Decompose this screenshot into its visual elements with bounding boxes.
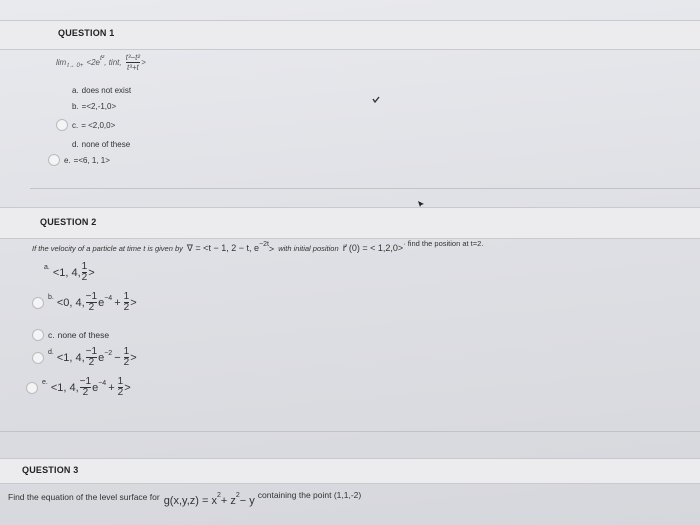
denominator: 2 <box>88 357 95 368</box>
divider <box>0 431 700 432</box>
denominator-2: 2 <box>117 387 124 398</box>
option-fraction <box>82 262 88 283</box>
option-operator: + <box>114 296 121 309</box>
option-fraction <box>86 292 97 313</box>
vector-end: > <box>141 58 146 67</box>
fraction-denominator: t³+t <box>126 63 139 72</box>
question-3-header <box>0 458 700 484</box>
q2-option-b[interactable] <box>32 292 137 313</box>
option-operator: − <box>114 351 121 364</box>
q1-option-a[interactable] <box>56 84 131 96</box>
option-letter: b. <box>72 101 79 111</box>
q2-option-a[interactable] <box>44 262 95 283</box>
option-fraction-2 <box>124 292 130 313</box>
velocity-exponent: −2t <box>258 241 269 248</box>
option-text: =<6, 1, 1> <box>73 155 110 165</box>
denominator: 2 <box>88 302 95 313</box>
question-2-title: QUESTION 2 <box>40 217 97 227</box>
lim-label: lim <box>56 58 67 67</box>
option-letter: c. <box>72 120 79 130</box>
numerator: −1 <box>85 346 98 357</box>
velocity-end: > <box>268 243 275 254</box>
denominator-2: 2 <box>123 302 130 313</box>
fraction-numerator: t³−t² <box>125 53 141 62</box>
radio-button[interactable] <box>32 297 44 309</box>
option-letter: a. <box>44 264 50 271</box>
option-suffix: > <box>88 266 95 279</box>
q2-option-c[interactable] <box>32 329 109 341</box>
function-g: g(x,y,z) = x <box>163 495 217 507</box>
exponent-z: 2 <box>235 491 240 499</box>
question-1-title: QUESTION 1 <box>58 28 115 38</box>
option-prefix: <1, 4, <box>50 381 79 394</box>
q1-option-e[interactable] <box>48 154 110 166</box>
radio-button[interactable] <box>32 352 44 364</box>
option-exponent: −4 <box>98 380 107 387</box>
option-exponent: −4 <box>104 295 113 302</box>
option-letter: a. <box>72 85 79 95</box>
q1-option-c[interactable] <box>56 119 115 131</box>
option-exponent: −2 <box>104 350 113 357</box>
option-e: e <box>98 296 105 309</box>
lim-subscript: t→ 0+ <box>67 62 84 69</box>
option-fraction <box>80 377 91 398</box>
option-text: = <2,0,0> <box>81 120 116 130</box>
question-2-header <box>0 207 700 239</box>
option-prefix: <1, 4, <box>52 266 81 279</box>
numerator-2: 1 <box>123 346 130 357</box>
exponent-x: 2 <box>216 491 221 499</box>
option-fraction <box>86 347 97 368</box>
option-suffix: > <box>130 351 137 364</box>
question-1-prompt <box>56 53 146 72</box>
option-letter: d. <box>48 349 54 356</box>
radio-button[interactable] <box>56 119 68 131</box>
option-text: none of these <box>57 330 110 340</box>
q1-option-b[interactable] <box>56 100 116 112</box>
function-g-part3: − y <box>239 495 255 507</box>
option-text: does not exist <box>81 85 132 95</box>
option-e: e <box>98 351 105 364</box>
q2-option-e[interactable] <box>26 377 131 398</box>
prompt-text-a: If the velocity of a particle at time t is given by <box>32 244 183 253</box>
option-fraction-2 <box>124 347 130 368</box>
numerator: −1 <box>79 376 92 387</box>
prompt-text-a: Find the equation of the level surface for <box>8 492 160 502</box>
radio-button[interactable] <box>32 329 44 341</box>
option-operator: + <box>108 381 115 394</box>
mouse-cursor-icon <box>417 200 425 208</box>
vector-start: <2e <box>86 58 100 67</box>
denominator: 2 <box>81 272 88 283</box>
vector-mid: , tint, <box>104 58 122 67</box>
option-text: =<2,-1,0> <box>81 101 117 111</box>
option-letter: e. <box>64 155 71 165</box>
initial-position: r⃗ (0) = < 1,2,0> <box>342 243 404 253</box>
vector-exponent: t² <box>99 55 105 62</box>
numerator: −1 <box>85 291 98 302</box>
option-suffix: > <box>130 296 137 309</box>
option-letter: d. <box>72 139 79 149</box>
numerator-2: 1 <box>117 376 124 387</box>
option-letter: b. <box>48 294 54 301</box>
velocity-vector: ∇ = <t − 1, 2 − t, e <box>186 243 259 253</box>
option-letter: c. <box>48 330 55 340</box>
prompt-text-b: containing the point (1,1,-2) <box>257 490 362 500</box>
divider <box>30 188 700 189</box>
option-prefix: <0, 4, <box>56 296 85 309</box>
option-prefix: <1, 4, <box>56 351 85 364</box>
prompt-text-c: · find the position at t=2. <box>403 239 484 248</box>
question-3-prompt <box>8 490 362 507</box>
checkmark-icon <box>372 96 380 104</box>
option-text: none of these <box>81 139 131 149</box>
function-g-part2: + z <box>220 495 236 507</box>
option-fraction-2 <box>118 377 124 398</box>
q1-option-d[interactable] <box>56 138 130 150</box>
radio-button[interactable] <box>26 382 38 394</box>
denominator-2: 2 <box>123 357 130 368</box>
radio-button[interactable] <box>48 154 60 166</box>
question-2-prompt <box>32 239 484 254</box>
option-letter: e. <box>42 379 48 386</box>
prompt-text-b: with initial position <box>278 244 339 253</box>
vector-fraction <box>126 53 140 72</box>
denominator: 2 <box>82 387 89 398</box>
option-suffix: > <box>124 381 131 394</box>
q2-option-d[interactable] <box>32 347 137 368</box>
option-e: e <box>92 381 99 394</box>
numerator: 1 <box>81 261 88 272</box>
question-3-title: QUESTION 3 <box>22 465 79 475</box>
numerator-2: 1 <box>123 291 130 302</box>
